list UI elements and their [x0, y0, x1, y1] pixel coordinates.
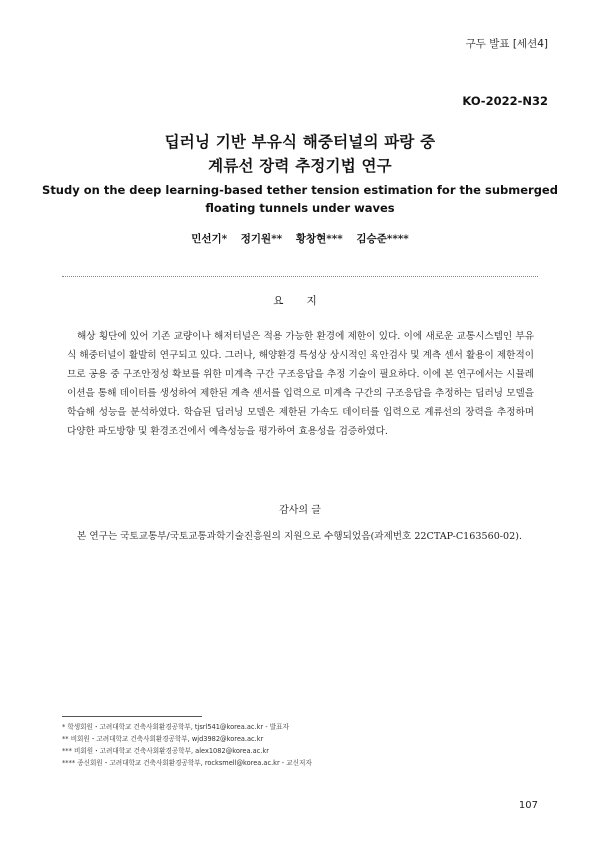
author-3: 황창현*** — [295, 233, 343, 245]
title-english — [40, 181, 560, 217]
title-korean-line-2: 계류선 장력 추정기법 연구 — [208, 157, 392, 175]
author-2: 정기원** — [240, 233, 283, 245]
author-list — [0, 231, 600, 246]
abstract-heading: 요 지 — [273, 295, 327, 307]
abstract-body: 해상 횡단에 있어 기존 교량이나 해저터널은 적용 가능한 환경에 제한이 있다. 이에 새로운 교통시스템인 부유식 해중터널이 활발히 연구되고 있다. 그러나, 해양환경 특성상 상시적인 육안검사 및 계측 센서 활용이 제한적이므로 공용 중 구조안정성 확보를 위한 미계측 구간 구조응답을 추정 기술이 필요하다. 이에 본 연구에서는 시뮬레이션을 통해 데이터를 생성하여 제한된 계측 센서를 입력으로 미계측 구간의 구조응답을 추정하는 딥러닝 모델을 학습해 성능을 분석하였다. 학습된 딥러닝 모델은 제한된 가속도 데이터를 입력으로 계류선의 장력을 추정하며 다양한 파도방향 및 환경조건에서 예측성능을 평가하여 효용성을 검증하였다. — [67, 331, 534, 437]
footnote-item: ** 비회원・고려대학교 건축사회환경공학부, wjd3982@korea.ac.kr — [62, 735, 264, 743]
author-4: 김승준**** — [356, 233, 409, 245]
footnote-rule — [62, 716, 202, 717]
paper-id: KO-2022-N32 — [462, 94, 548, 108]
title-english-line-2: floating tunnels under waves — [205, 201, 395, 215]
title-korean — [0, 130, 600, 178]
title-korean-line-1: 딥러닝 기반 부유식 해중터널의 파랑 중 — [164, 133, 436, 151]
footnote-item: * 학생회원・고려대학교 건축사회환경공학부, tjsrl541@korea.ac.kr - 발표자 — [62, 723, 289, 731]
footnote-item: **** 종신회원・고려대학교 건축사회환경공학부, rocksmell@korea.ac.kr - 교신저자 — [62, 759, 312, 767]
title-english-line-1: Study on the deep learning-based tether tension estimation for the submerged — [42, 183, 558, 197]
acknowledgement-heading: 감사의 글 — [279, 505, 321, 516]
author-1: 민선기* — [191, 233, 228, 245]
section-divider — [62, 276, 538, 277]
session-tag: 구두 발표 [세션4] — [465, 38, 548, 50]
footnote-item: *** 비회원・고려대학교 건축사회환경공학부, alex1082@korea.ac.kr — [62, 747, 269, 755]
page-number: 107 — [518, 800, 538, 811]
footnote-list — [62, 721, 538, 769]
acknowledgement-body: 본 연구는 국토교통부/국토교통과학기술진흥원의 지원으로 수행되었음(과제번호 22CTAP-C163560-02). — [77, 531, 523, 542]
